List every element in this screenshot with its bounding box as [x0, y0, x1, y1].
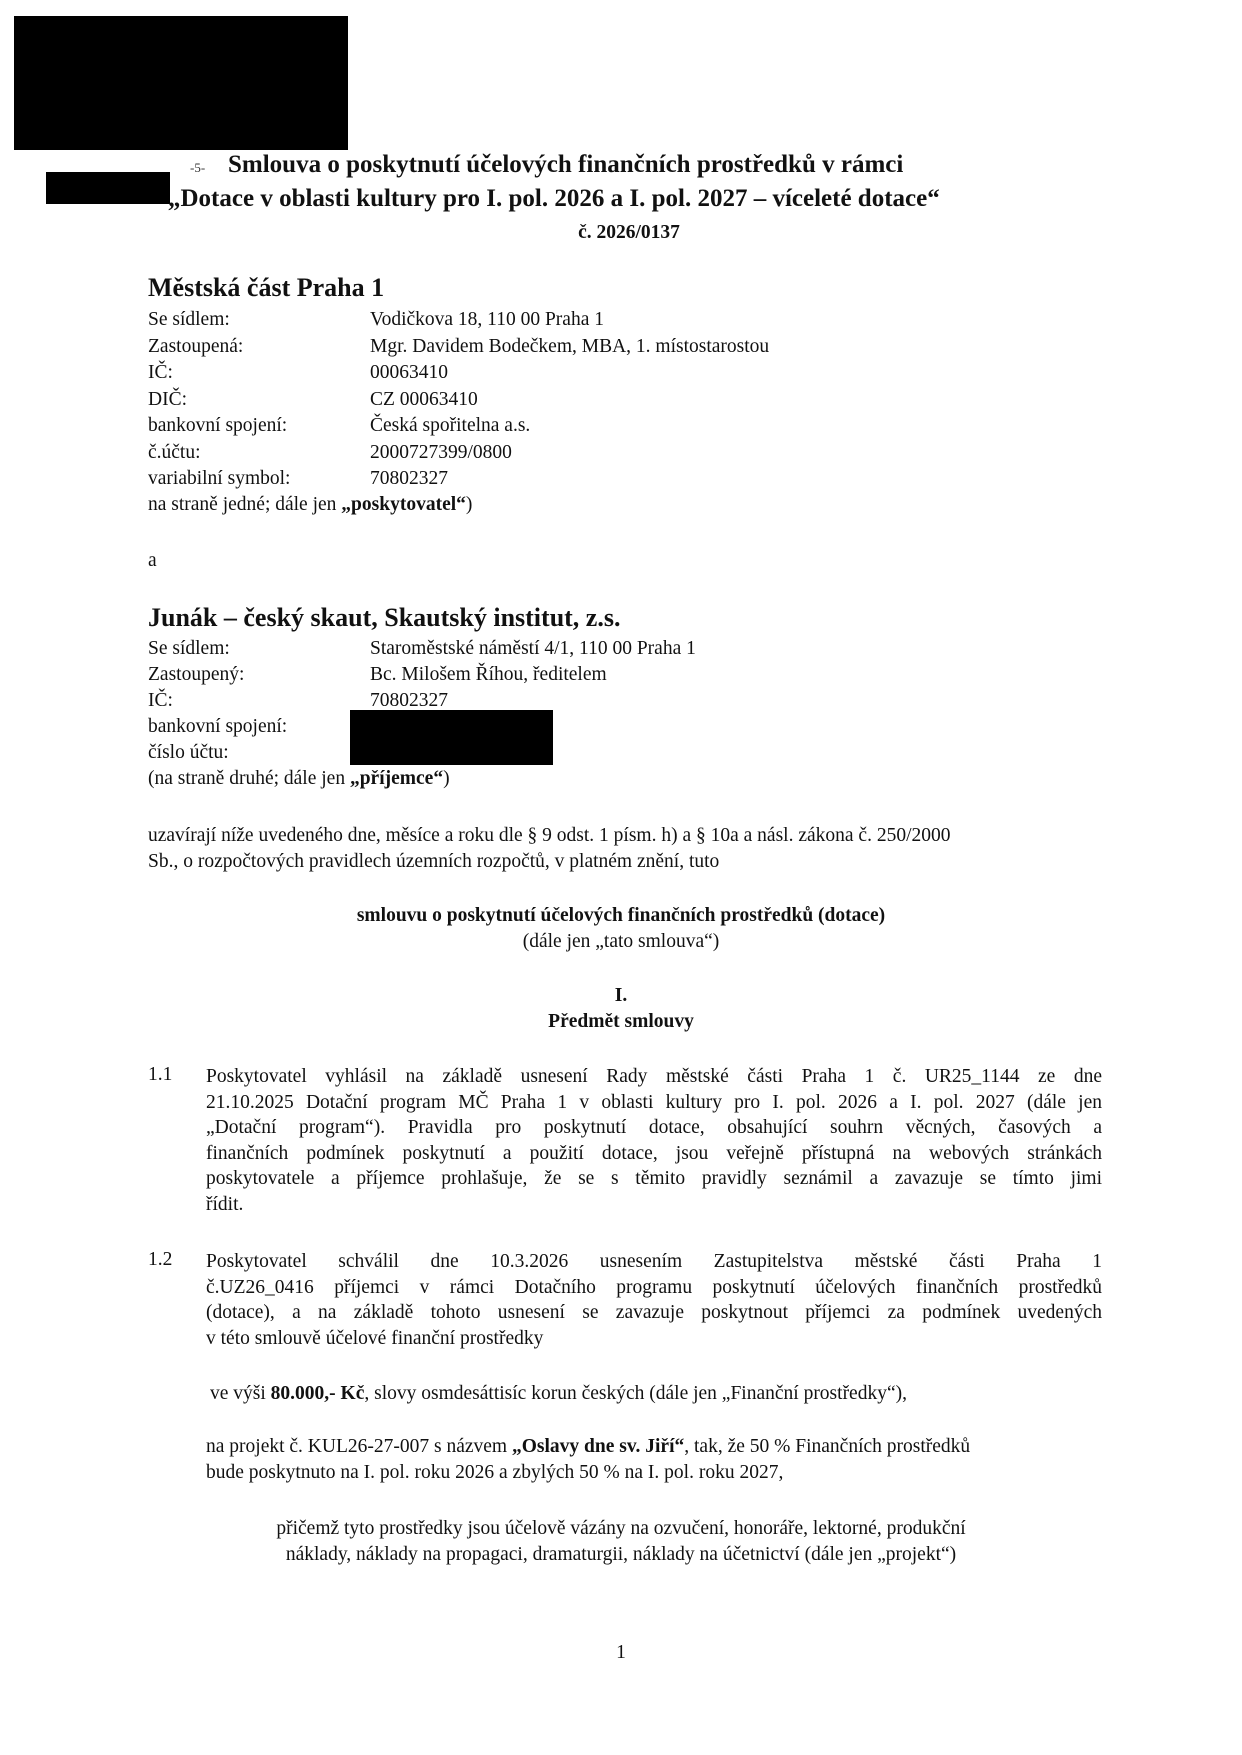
provider-value-represented: Mgr. Davidem Bodečkem, MBA, 1. místostarostou [370, 336, 770, 357]
para-1-1-line: 21.10.2025 Dotační program MČ Praha 1 v oblasti kultury pro I. pol. 2026 a I. pol. 2027 (dále jen [206, 1091, 1102, 1113]
project-name: „Oslavy dne sv. Jiří“ [511, 1436, 685, 1457]
recipient-value-represented: Bc. Milošem Říhou, ředitelem [370, 664, 607, 685]
contract-title-line-2: „Dotace v oblasti kultury pro I. pol. 2026 a I. pol. 2027 – víceleté dotace“ [168, 185, 940, 212]
recipient-label-ic: IČ: [148, 690, 173, 711]
amount-prefix: ve výši [210, 1383, 271, 1404]
recipient-role-suffix: ) [443, 768, 450, 789]
para-1-1-line: finančních podmínek poskytnutí a použití dotace, jsou veřejně přístupná na webových stránkách [206, 1142, 1102, 1164]
redaction-top-left [14, 16, 348, 150]
provider-label-ic: IČ: [148, 362, 173, 383]
para-1-1-line: Poskytovatel vyhlásil na základě usnesení Rady městské části Praha 1 č. UR25_1144 ze dne [206, 1066, 1102, 1087]
recipient-role-prefix: (na straně druhé; dále jen [148, 768, 350, 789]
provider-name: Městská část Praha 1 [148, 273, 385, 302]
para-1-2-line: v této smlouvě účelové finanční prostředky [206, 1327, 544, 1349]
para-1-2-line: č.UZ26_0416 příjemci v rámci Dotačního programu poskytnutí účelových finančních prostředků [206, 1276, 1102, 1298]
provider-value-bank: Česká spořitelna a.s. [370, 415, 531, 436]
recipient-value-ic: 70802327 [370, 690, 448, 711]
redaction-left-margin [46, 172, 170, 204]
contract-title-line-1: Smlouva o poskytnutí účelových finančních prostředků v rámci [228, 151, 904, 178]
section-number: I. [614, 985, 628, 1006]
recipient-value-seat: Staroměstské náměstí 4/1, 110 00 Praha 1 [370, 638, 696, 659]
project-suffix: , tak, že 50 % Finančních prostředků [684, 1436, 971, 1457]
provider-role-name: „poskytovatel“ [341, 494, 466, 515]
provider-value-account: 2000727399/0800 [370, 442, 512, 463]
provider-role [148, 494, 472, 516]
para-1-1-line: „Dotační program“). Pravidla pro poskytnutí dotace, obsahující souhrn věcných, časových a [206, 1117, 1102, 1138]
purpose-line-1: přičemž tyto prostředky jsou účelově vázány na ozvučení, honoráře, lektorné, produkční [276, 1518, 966, 1539]
provider-label-dic: DIČ: [148, 389, 187, 410]
provider-label-variable-symbol: variabilní symbol: [148, 468, 291, 489]
provider-label-seat: Se sídlem: [148, 309, 230, 330]
provider-label-bank: bankovní spojení: [148, 415, 288, 436]
para-1-2-text [206, 1249, 1102, 1351]
para-1-1-line: řídit. [206, 1193, 244, 1215]
purpose-line-2: náklady, náklady na propagaci, dramaturgii, náklady na účetnictví (dále jen „projekt“) [285, 1544, 957, 1565]
provider-value-variable-symbol: 70802327 [370, 468, 448, 489]
contract-heading-title: smlouvu o poskytnutí účelových finančních prostředků (dotace) [356, 905, 886, 926]
recipient-role [148, 768, 450, 790]
project-line-2: bude poskytnuto na I. pol. roku 2026 a zbylých 50 % na I. pol. roku 2027, [206, 1462, 784, 1483]
para-1-1-number: 1.1 [148, 1064, 173, 1085]
amount-value: 80.000,- Kč [270, 1383, 365, 1404]
connector-a: a [148, 550, 157, 571]
page-number: 1 [616, 1642, 626, 1663]
provider-value-seat: Vodičkova 18, 110 00 Praha 1 [370, 309, 604, 330]
recipient-label-represented: Zastoupený: [148, 664, 245, 685]
para-1-1-line: poskytovatele a příjemce prohlašuje, že se s těmito pravidly seznámil a zavazuje se tímto jimi [206, 1168, 1102, 1189]
project-line-1 [206, 1436, 970, 1458]
provider-label-account: č.účtu: [148, 442, 201, 463]
para-1-2-line: (dotace), a na základě tohoto usnesení se zavazuje poskytnout příjemci za podmínek uvedených [206, 1302, 1102, 1323]
para-1-1-text [206, 1064, 1102, 1217]
contract-heading-subtitle: (dále jen „tato smlouva“) [522, 931, 720, 952]
recipient-name: Junák – český skaut, Skautský institut, z.s. [148, 603, 621, 632]
para-1-2-number: 1.2 [148, 1249, 173, 1270]
amount-suffix: , slovy osmdesáttisíc korun českých (dále jen „Finanční prostředky“), [364, 1383, 907, 1404]
provider-role-suffix: ) [465, 494, 473, 515]
recipient-label-seat: Se sídlem: [148, 638, 230, 659]
provider-label-represented: Zastoupená: [148, 336, 244, 357]
para-1-2-line: Poskytovatel schválil dne 10.3.2026 usnesením Zastupitelstva městské části Praha 1 [206, 1251, 1102, 1272]
intro-line-2: Sb., o rozpočtových pravidlech územních rozpočtů, v platném znění, tuto [148, 851, 720, 872]
redaction-bank-details [350, 710, 553, 765]
provider-value-ic: 00063410 [370, 362, 448, 383]
provider-value-dic: CZ 00063410 [370, 389, 478, 410]
contract-number: č. 2026/0137 [578, 222, 680, 243]
section-title: Předmět smlouvy [548, 1011, 694, 1032]
recipient-label-bank: bankovní spojení: [148, 716, 288, 737]
amount-line [210, 1383, 907, 1405]
intro-line-1: uzavírají níže uvedeného dne, měsíce a roku dle § 9 odst. 1 písm. h) a § 10a a násl. zákona č. 250/2000 [148, 825, 951, 846]
provider-role-prefix: na straně jedné; dále jen [148, 494, 342, 515]
recipient-label-account: číslo účtu: [148, 742, 229, 763]
recipient-role-name: „příjemce“ [349, 768, 444, 789]
page-mark: -5- [190, 160, 206, 175]
project-prefix: na projekt č. KUL26-27-007 s názvem [206, 1436, 512, 1457]
